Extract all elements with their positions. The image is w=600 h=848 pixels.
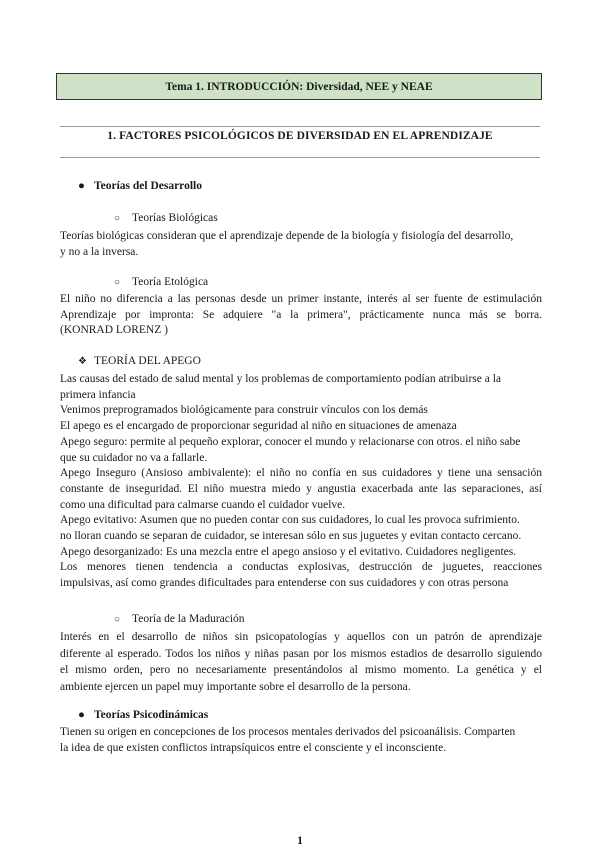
- topic-title-box: [56, 73, 542, 100]
- section-rule-top: [60, 126, 540, 127]
- text-line: Los menores tienen tendencia a conductas explosivas, destrucción de juguetes, reacciones: [60, 561, 542, 574]
- text-line: Aprendizaje por impronta: Se adquiere "a la primera", prácticamente nunca más se borra.: [60, 308, 542, 321]
- heading-apego: TEORÍA DEL APEGO: [94, 355, 201, 367]
- text-line: Tienen su origen en concepciones de los procesos mentales derivados del psicoanálisis. Comparten: [60, 726, 516, 738]
- bullet-psicodinamicas: [78, 709, 208, 721]
- text-line: Apego Inseguro (Ansioso ambivalente): el niño no confía en sus cuidadores y tiene una sensación: [60, 467, 542, 480]
- label-biologicas: Teorías Biológicas: [132, 212, 218, 224]
- text-line: y no a la inversa.: [60, 245, 139, 258]
- text-line: diferente al esperado. Todos los niños y niñas pasan por los mismos estadios de desarrollo siguiendo: [60, 647, 542, 660]
- label-etologica: Teoría Etológica: [132, 276, 209, 288]
- text-line: Apego desorganizado: Es una mezcla entre el apego ansioso y el evitativo. Cuidadores negligentes.: [60, 545, 517, 558]
- text-line: que su cuidador no va a fallarle.: [60, 451, 208, 464]
- sub-biologicas: [114, 212, 218, 224]
- circle-bullet-icon: ○: [114, 276, 121, 288]
- bullet-apego: [78, 355, 201, 367]
- para-psicodinamicas: [60, 725, 542, 756]
- topic-title: Tema 1. INTRODUCCIÓN: Diversidad, NEE y NEAE: [165, 80, 433, 93]
- text-line: no lloran cuando se separan de cuidador, se interesan sólo en sus juguetes y evitan contacto cercano.: [60, 530, 522, 543]
- heading-desarrollo: Teorías del Desarrollo: [94, 180, 202, 192]
- page-number: 1: [297, 833, 303, 847]
- para-maduracion: [60, 629, 542, 695]
- text-line: Apego evitativo: Asumen que no pueden contar con sus cuidadores, lo cual les provoca sufrimiento.: [60, 514, 520, 527]
- bullet-dot-icon: ●: [78, 180, 85, 192]
- circle-bullet-icon: ○: [114, 212, 121, 224]
- para-etologica: [60, 292, 542, 339]
- sub-etologica: [114, 276, 208, 288]
- text-line: El niño no diferencia a las personas desde un primer instante, interés al ser fuente de estimulación: [60, 293, 542, 305]
- text-line: Las causas del estado de salud mental y los problemas de comportamiento podían atribuirse a la: [60, 373, 502, 385]
- text-line: ambiente ejercen un papel muy importante sobre el desarrollo de la persona.: [60, 680, 411, 693]
- text-line: impulsivas, así como grandes dificultades para entenderse con sus cuidadores y con otras persona: [60, 577, 509, 590]
- bullet-desarrollo: [78, 180, 202, 192]
- text-line: el mismo orden, pero no necesariamente presentándolos al mismo momento. La genética y el: [60, 664, 542, 676]
- text-line: primera infancia: [60, 388, 136, 401]
- text-line: (KONRAD LORENZ ): [60, 324, 168, 336]
- circle-bullet-icon: ○: [114, 613, 121, 625]
- text-line: Venimos preprogramados biológicamente para construir vínculos con los demás: [60, 404, 428, 417]
- diamond-bullet-icon: ❖: [78, 355, 87, 367]
- para-apego: [60, 372, 542, 592]
- text-line: Teorías biológicas consideran que el aprendizaje depende de la biología y fisiología del desarrollo,: [60, 230, 514, 242]
- sub-maduracion: [114, 613, 245, 625]
- text-line: Apego seguro: permite al pequeño explorar, conocer el mundo y relacionarse con otros. el niño sabe: [60, 435, 521, 448]
- text-line: El apego es el encargado de proporcionar seguridad al niño en situaciones de amenaza: [60, 420, 457, 433]
- text-line: como una dificultad para calmarse cuando el cuidador vuelve.: [60, 498, 346, 511]
- text-line: Interés en el desarrollo de niños sin psicopatologías y aquellos con un patrón de aprendizaje: [60, 631, 542, 643]
- heading-psicodinamicas: Teorías Psicodinámicas: [94, 709, 209, 721]
- label-maduracion: Teoría de la Maduración: [132, 613, 245, 625]
- section-title: 1. FACTORES PSICOLÓGICOS DE DIVERSIDAD EN EL APRENDIZAJE: [107, 130, 493, 142]
- bullet-dot-icon: ●: [78, 709, 85, 721]
- section-rule-bottom: [60, 157, 540, 158]
- para-biologicas: [60, 229, 542, 260]
- text-line: la idea de que existen conflictos intrapsíquicos entre el consciente y el inconsciente.: [60, 741, 447, 754]
- text-line: constante de inseguridad. El niño muestra miedo y angustia exacerbada ante las separaciones, así: [60, 482, 542, 495]
